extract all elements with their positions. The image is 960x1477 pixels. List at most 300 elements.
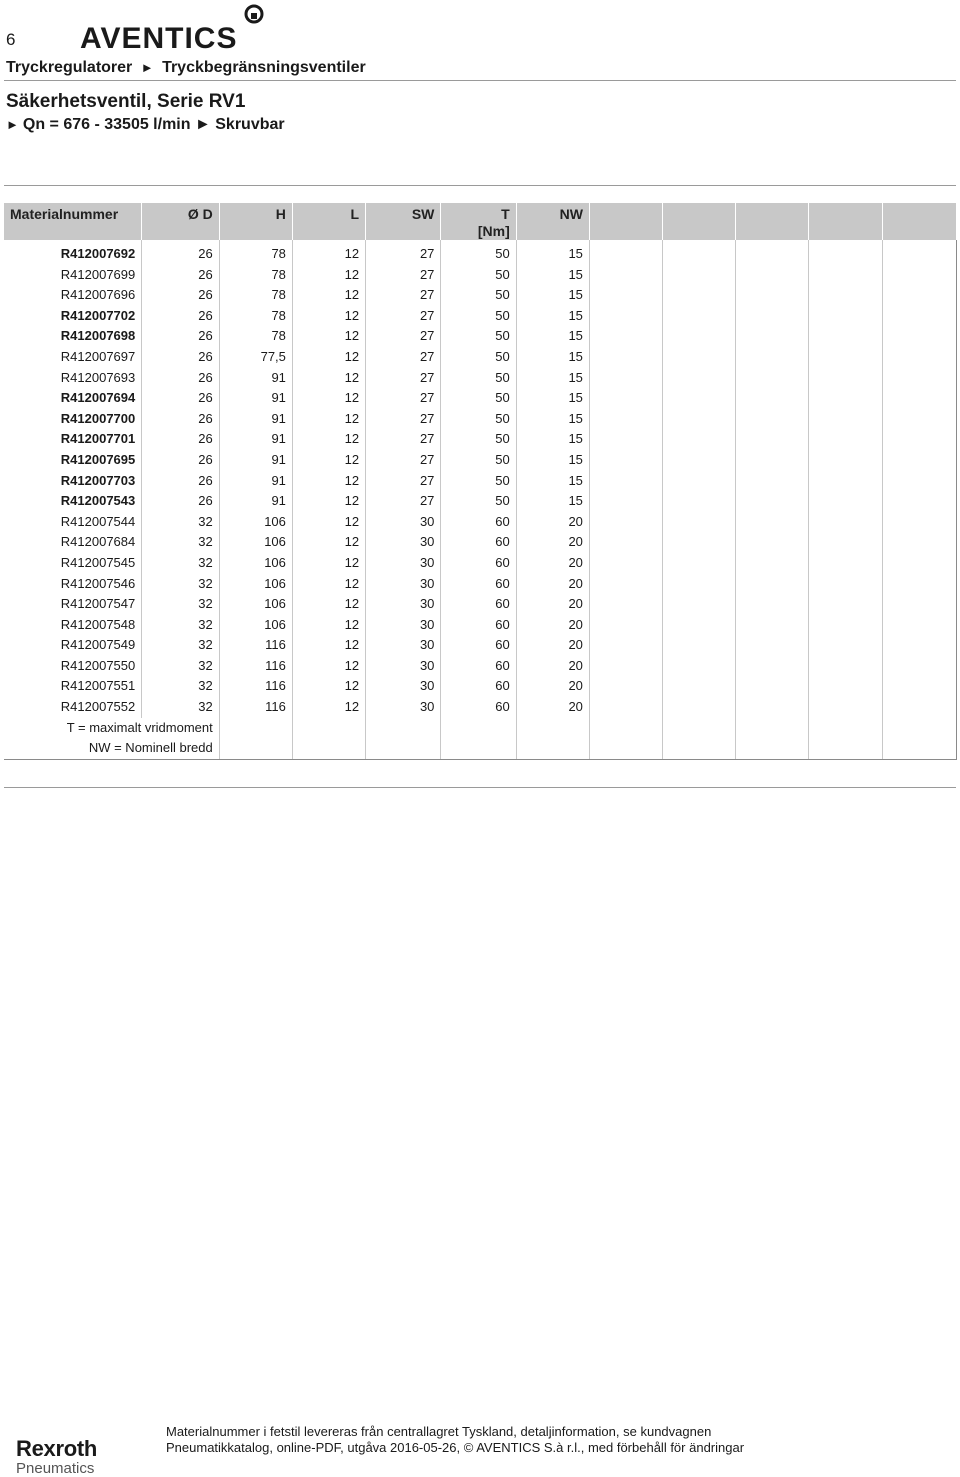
cell-h: 78 bbox=[219, 285, 292, 306]
table-top-divider bbox=[4, 185, 956, 186]
cell-l: 12 bbox=[292, 697, 365, 718]
cell-sw: 30 bbox=[366, 635, 441, 656]
cell-empty bbox=[736, 409, 809, 430]
cell-empty bbox=[589, 553, 662, 574]
cell-h: 91 bbox=[219, 450, 292, 471]
page-number: 6 bbox=[6, 30, 16, 49]
header-sw: SW bbox=[366, 203, 441, 240]
cell-empty bbox=[663, 429, 736, 450]
cell-empty bbox=[663, 450, 736, 471]
cell-materialnummer: R412007545 bbox=[4, 553, 142, 574]
cell-empty bbox=[882, 285, 956, 306]
cell-empty bbox=[882, 306, 956, 327]
cell-materialnummer: R412007546 bbox=[4, 574, 142, 595]
cell-empty bbox=[736, 553, 809, 574]
cell-t: 60 bbox=[441, 512, 516, 533]
cell-l: 12 bbox=[292, 285, 365, 306]
cell-empty bbox=[589, 368, 662, 389]
cell-nw: 15 bbox=[516, 265, 589, 286]
cell-empty bbox=[441, 718, 516, 760]
table-row bbox=[4, 491, 957, 512]
cell-empty bbox=[736, 368, 809, 389]
cell-empty bbox=[663, 553, 736, 574]
cell-h: 78 bbox=[219, 306, 292, 327]
cell-empty bbox=[736, 471, 809, 492]
cell-empty bbox=[736, 532, 809, 553]
cell-l: 12 bbox=[292, 532, 365, 553]
rexroth-subline: Pneumatics bbox=[16, 1460, 95, 1477]
cell-l: 12 bbox=[292, 240, 365, 265]
cell-empty bbox=[736, 240, 809, 265]
cell-diameter: 26 bbox=[142, 429, 219, 450]
cell-empty bbox=[882, 594, 956, 615]
cell-empty bbox=[882, 697, 956, 718]
cell-empty bbox=[366, 718, 441, 760]
cell-empty bbox=[809, 347, 882, 368]
cell-empty bbox=[882, 450, 956, 471]
cell-nw: 15 bbox=[516, 471, 589, 492]
cell-l: 12 bbox=[292, 512, 365, 533]
cell-nw: 20 bbox=[516, 676, 589, 697]
footer-line-2: Pneumatikkatalog, online-PDF, utgåva 2016-05-26, © AVENTICS S.à r.l., med förbehåll för ändringar bbox=[166, 1440, 745, 1455]
cell-empty bbox=[516, 718, 589, 760]
cell-l: 12 bbox=[292, 409, 365, 430]
cell-sw: 27 bbox=[366, 306, 441, 327]
cell-diameter: 26 bbox=[142, 409, 219, 430]
cell-nw: 15 bbox=[516, 240, 589, 265]
cell-empty bbox=[809, 368, 882, 389]
table-row bbox=[4, 676, 957, 697]
cell-t: 60 bbox=[441, 594, 516, 615]
cell-empty bbox=[663, 388, 736, 409]
cell-empty bbox=[663, 594, 736, 615]
cell-materialnummer: R412007548 bbox=[4, 615, 142, 636]
cell-empty bbox=[809, 265, 882, 286]
cell-empty bbox=[589, 326, 662, 347]
cell-empty bbox=[809, 240, 882, 265]
cell-l: 12 bbox=[292, 471, 365, 492]
table-row bbox=[4, 471, 957, 492]
table-row bbox=[4, 553, 957, 574]
cell-nw: 20 bbox=[516, 512, 589, 533]
cell-t: 50 bbox=[441, 471, 516, 492]
cell-sw: 30 bbox=[366, 697, 441, 718]
cell-h: 91 bbox=[219, 471, 292, 492]
cell-l: 12 bbox=[292, 388, 365, 409]
cell-empty bbox=[219, 718, 292, 760]
cell-diameter: 32 bbox=[142, 574, 219, 595]
cell-t: 60 bbox=[441, 656, 516, 677]
cell-empty bbox=[663, 491, 736, 512]
table-row bbox=[4, 285, 957, 306]
cell-diameter: 32 bbox=[142, 532, 219, 553]
cell-empty bbox=[882, 347, 956, 368]
cell-empty bbox=[736, 697, 809, 718]
cell-empty bbox=[589, 676, 662, 697]
cell-empty bbox=[589, 306, 662, 327]
cell-sw: 30 bbox=[366, 574, 441, 595]
cell-empty bbox=[589, 574, 662, 595]
cell-t: 50 bbox=[441, 326, 516, 347]
cell-empty bbox=[663, 409, 736, 430]
cell-empty bbox=[882, 512, 956, 533]
cell-diameter: 26 bbox=[142, 285, 219, 306]
cell-empty bbox=[663, 368, 736, 389]
table-row bbox=[4, 326, 957, 347]
cell-empty bbox=[589, 697, 662, 718]
cell-l: 12 bbox=[292, 553, 365, 574]
brand-mark-icon bbox=[246, 6, 262, 22]
table-row bbox=[4, 265, 957, 286]
cell-nw: 20 bbox=[516, 635, 589, 656]
cell-t: 50 bbox=[441, 450, 516, 471]
header-h: H bbox=[219, 203, 292, 240]
cell-h: 91 bbox=[219, 388, 292, 409]
cell-empty bbox=[809, 512, 882, 533]
cell-t: 50 bbox=[441, 306, 516, 327]
cell-h: 91 bbox=[219, 368, 292, 389]
cell-sw: 27 bbox=[366, 240, 441, 265]
cell-sw: 27 bbox=[366, 429, 441, 450]
header-t-label: T bbox=[501, 206, 510, 222]
cell-materialnummer: R412007684 bbox=[4, 532, 142, 553]
rexroth-wordmark: Rexroth bbox=[16, 1436, 98, 1461]
aventics-logo-graphic bbox=[80, 2, 270, 52]
cell-diameter: 32 bbox=[142, 697, 219, 718]
cell-h: 116 bbox=[219, 697, 292, 718]
table-row bbox=[4, 697, 957, 718]
cell-materialnummer: R412007543 bbox=[4, 491, 142, 512]
header-diameter: Ø D bbox=[142, 203, 219, 240]
cell-sw: 27 bbox=[366, 388, 441, 409]
cell-empty bbox=[809, 615, 882, 636]
cell-t: 60 bbox=[441, 697, 516, 718]
cell-sw: 30 bbox=[366, 676, 441, 697]
cell-l: 12 bbox=[292, 491, 365, 512]
cell-materialnummer: R412007693 bbox=[4, 368, 142, 389]
table-row bbox=[4, 512, 957, 533]
cell-empty bbox=[663, 240, 736, 265]
cell-diameter: 26 bbox=[142, 265, 219, 286]
table-row bbox=[4, 409, 957, 430]
cell-h: 91 bbox=[219, 429, 292, 450]
cell-h: 116 bbox=[219, 635, 292, 656]
cell-diameter: 26 bbox=[142, 240, 219, 265]
cell-materialnummer: R412007552 bbox=[4, 697, 142, 718]
cell-t: 50 bbox=[441, 347, 516, 368]
cell-l: 12 bbox=[292, 347, 365, 368]
header-empty bbox=[736, 203, 809, 240]
cell-sw: 27 bbox=[366, 347, 441, 368]
cell-empty bbox=[882, 265, 956, 286]
spec-table bbox=[4, 203, 957, 760]
cell-sw: 27 bbox=[366, 265, 441, 286]
cell-nw: 20 bbox=[516, 574, 589, 595]
cell-materialnummer: R412007550 bbox=[4, 656, 142, 677]
cell-empty bbox=[589, 491, 662, 512]
cell-empty bbox=[809, 635, 882, 656]
table-notes-row bbox=[4, 718, 957, 760]
table-row bbox=[4, 368, 957, 389]
cell-empty bbox=[589, 285, 662, 306]
cell-diameter: 32 bbox=[142, 615, 219, 636]
cell-t: 50 bbox=[441, 285, 516, 306]
table-row bbox=[4, 429, 957, 450]
cell-empty bbox=[736, 718, 809, 760]
cell-nw: 20 bbox=[516, 615, 589, 636]
cell-empty bbox=[809, 656, 882, 677]
header-empty bbox=[663, 203, 736, 240]
cell-empty bbox=[663, 697, 736, 718]
cell-h: 106 bbox=[219, 532, 292, 553]
cell-diameter: 26 bbox=[142, 471, 219, 492]
cell-empty bbox=[663, 306, 736, 327]
cell-materialnummer: R412007702 bbox=[4, 306, 142, 327]
cell-nw: 15 bbox=[516, 429, 589, 450]
cell-materialnummer: R412007549 bbox=[4, 635, 142, 656]
cell-diameter: 32 bbox=[142, 553, 219, 574]
table-notes bbox=[4, 718, 219, 760]
cell-empty bbox=[589, 512, 662, 533]
cell-empty bbox=[663, 347, 736, 368]
cell-h: 77,5 bbox=[219, 347, 292, 368]
cell-diameter: 32 bbox=[142, 635, 219, 656]
cell-empty bbox=[809, 285, 882, 306]
cell-empty bbox=[663, 656, 736, 677]
cell-empty bbox=[809, 491, 882, 512]
cell-sw: 30 bbox=[366, 512, 441, 533]
footer-note bbox=[166, 1424, 744, 1456]
header-empty bbox=[589, 203, 662, 240]
cell-l: 12 bbox=[292, 326, 365, 347]
table-row bbox=[4, 388, 957, 409]
cell-sw: 30 bbox=[366, 532, 441, 553]
cell-h: 106 bbox=[219, 574, 292, 595]
cell-empty bbox=[882, 368, 956, 389]
cell-empty bbox=[589, 532, 662, 553]
cell-materialnummer: R412007701 bbox=[4, 429, 142, 450]
cell-nw: 15 bbox=[516, 409, 589, 430]
cell-empty bbox=[809, 409, 882, 430]
cell-empty bbox=[663, 471, 736, 492]
cell-empty bbox=[589, 409, 662, 430]
cell-empty bbox=[589, 240, 662, 265]
cell-h: 106 bbox=[219, 553, 292, 574]
cell-empty bbox=[589, 718, 662, 760]
cell-empty bbox=[663, 532, 736, 553]
cell-materialnummer: R412007547 bbox=[4, 594, 142, 615]
table-header-row bbox=[4, 203, 957, 240]
cell-materialnummer: R412007695 bbox=[4, 450, 142, 471]
cell-t: 60 bbox=[441, 532, 516, 553]
header-l: L bbox=[292, 203, 365, 240]
cell-diameter: 26 bbox=[142, 450, 219, 471]
header-t bbox=[441, 203, 516, 240]
cell-empty bbox=[809, 306, 882, 327]
cell-diameter: 26 bbox=[142, 388, 219, 409]
cell-empty bbox=[663, 635, 736, 656]
table-row bbox=[4, 532, 957, 553]
cell-empty bbox=[736, 615, 809, 636]
cell-sw: 30 bbox=[366, 594, 441, 615]
cell-empty bbox=[589, 656, 662, 677]
rexroth-logo bbox=[16, 1437, 97, 1477]
cell-empty bbox=[663, 718, 736, 760]
cell-nw: 20 bbox=[516, 656, 589, 677]
cell-sw: 27 bbox=[366, 471, 441, 492]
cell-empty bbox=[589, 347, 662, 368]
cell-empty bbox=[736, 429, 809, 450]
cell-sw: 27 bbox=[366, 409, 441, 430]
cell-t: 50 bbox=[441, 409, 516, 430]
cell-empty bbox=[809, 594, 882, 615]
cell-nw: 15 bbox=[516, 326, 589, 347]
cell-sw: 27 bbox=[366, 326, 441, 347]
cell-nw: 15 bbox=[516, 368, 589, 389]
header-materialnummer: Materialnummer bbox=[4, 203, 142, 240]
cell-t: 60 bbox=[441, 615, 516, 636]
cell-empty bbox=[663, 676, 736, 697]
cell-empty bbox=[589, 635, 662, 656]
brand-wordmark: AVENTICS bbox=[80, 22, 238, 52]
cell-t: 50 bbox=[441, 429, 516, 450]
cell-diameter: 26 bbox=[142, 326, 219, 347]
cell-empty bbox=[809, 429, 882, 450]
breadcrumb-item-2: Tryckbegränsningsventiler bbox=[162, 59, 366, 76]
cell-l: 12 bbox=[292, 594, 365, 615]
cell-diameter: 32 bbox=[142, 594, 219, 615]
cell-empty bbox=[589, 450, 662, 471]
table-row bbox=[4, 594, 957, 615]
breadcrumb bbox=[6, 59, 366, 77]
cell-empty bbox=[736, 656, 809, 677]
cell-nw: 15 bbox=[516, 491, 589, 512]
cell-empty bbox=[882, 615, 956, 636]
cell-empty bbox=[882, 409, 956, 430]
note-line: NW = Nominell bredd bbox=[88, 740, 213, 756]
cell-empty bbox=[882, 240, 956, 265]
cell-empty bbox=[589, 594, 662, 615]
cell-empty bbox=[663, 265, 736, 286]
table-row bbox=[4, 635, 957, 656]
cell-l: 12 bbox=[292, 615, 365, 636]
cell-empty bbox=[736, 512, 809, 533]
cell-l: 12 bbox=[292, 676, 365, 697]
cell-nw: 20 bbox=[516, 594, 589, 615]
cell-materialnummer: R412007694 bbox=[4, 388, 142, 409]
cell-l: 12 bbox=[292, 574, 365, 595]
cell-empty bbox=[736, 388, 809, 409]
spec-table-container bbox=[4, 203, 957, 760]
breadcrumb-item-1: Tryckregulatorer bbox=[6, 59, 133, 76]
cell-nw: 15 bbox=[516, 450, 589, 471]
breadcrumb-arrow-icon: ► bbox=[140, 60, 154, 75]
cell-materialnummer: R412007551 bbox=[4, 676, 142, 697]
table-row bbox=[4, 615, 957, 636]
cell-empty bbox=[736, 491, 809, 512]
header-nw: NW bbox=[516, 203, 589, 240]
cell-diameter: 26 bbox=[142, 491, 219, 512]
cell-empty bbox=[663, 326, 736, 347]
cell-nw: 20 bbox=[516, 697, 589, 718]
cell-sw: 30 bbox=[366, 553, 441, 574]
table-row bbox=[4, 240, 957, 265]
cell-materialnummer: R412007692 bbox=[4, 240, 142, 265]
cell-sw: 27 bbox=[366, 285, 441, 306]
cell-diameter: 26 bbox=[142, 306, 219, 327]
cell-materialnummer: R412007700 bbox=[4, 409, 142, 430]
cell-l: 12 bbox=[292, 450, 365, 471]
header-empty bbox=[809, 203, 882, 240]
cell-empty bbox=[882, 471, 956, 492]
product-subtitle bbox=[6, 116, 285, 134]
cell-t: 60 bbox=[441, 553, 516, 574]
cell-empty bbox=[736, 285, 809, 306]
cell-empty bbox=[809, 553, 882, 574]
cell-diameter: 32 bbox=[142, 676, 219, 697]
cell-materialnummer: R412007698 bbox=[4, 326, 142, 347]
cell-empty bbox=[736, 326, 809, 347]
cell-materialnummer: R412007544 bbox=[4, 512, 142, 533]
cell-nw: 15 bbox=[516, 306, 589, 327]
table-row bbox=[4, 450, 957, 471]
cell-empty bbox=[809, 574, 882, 595]
cell-l: 12 bbox=[292, 368, 365, 389]
cell-empty bbox=[882, 388, 956, 409]
cell-empty bbox=[736, 574, 809, 595]
cell-l: 12 bbox=[292, 656, 365, 677]
cell-empty bbox=[809, 471, 882, 492]
cell-materialnummer: R412007703 bbox=[4, 471, 142, 492]
cell-t: 60 bbox=[441, 676, 516, 697]
cell-empty bbox=[882, 553, 956, 574]
cell-nw: 15 bbox=[516, 347, 589, 368]
cell-empty bbox=[882, 326, 956, 347]
cell-diameter: 32 bbox=[142, 512, 219, 533]
cell-h: 116 bbox=[219, 676, 292, 697]
cell-h: 78 bbox=[219, 265, 292, 286]
table-bottom-divider bbox=[4, 787, 956, 788]
cell-sw: 30 bbox=[366, 615, 441, 636]
cell-sw: 27 bbox=[366, 491, 441, 512]
cell-h: 106 bbox=[219, 615, 292, 636]
cell-empty bbox=[736, 594, 809, 615]
cell-empty bbox=[882, 429, 956, 450]
cell-empty bbox=[589, 471, 662, 492]
cell-empty bbox=[736, 676, 809, 697]
cell-h: 106 bbox=[219, 512, 292, 533]
cell-empty bbox=[809, 532, 882, 553]
cell-nw: 20 bbox=[516, 553, 589, 574]
cell-empty bbox=[663, 615, 736, 636]
cell-empty bbox=[809, 450, 882, 471]
cell-empty bbox=[589, 429, 662, 450]
cell-empty bbox=[882, 718, 956, 760]
cell-empty bbox=[809, 718, 882, 760]
cell-empty bbox=[809, 697, 882, 718]
aventics-logo bbox=[80, 2, 270, 57]
cell-h: 78 bbox=[219, 326, 292, 347]
cell-l: 12 bbox=[292, 429, 365, 450]
header-divider bbox=[4, 80, 956, 81]
cell-empty bbox=[882, 574, 956, 595]
cell-l: 12 bbox=[292, 306, 365, 327]
cell-t: 50 bbox=[441, 240, 516, 265]
cell-empty bbox=[882, 676, 956, 697]
cell-empty bbox=[589, 388, 662, 409]
cell-h: 116 bbox=[219, 656, 292, 677]
cell-materialnummer: R412007699 bbox=[4, 265, 142, 286]
